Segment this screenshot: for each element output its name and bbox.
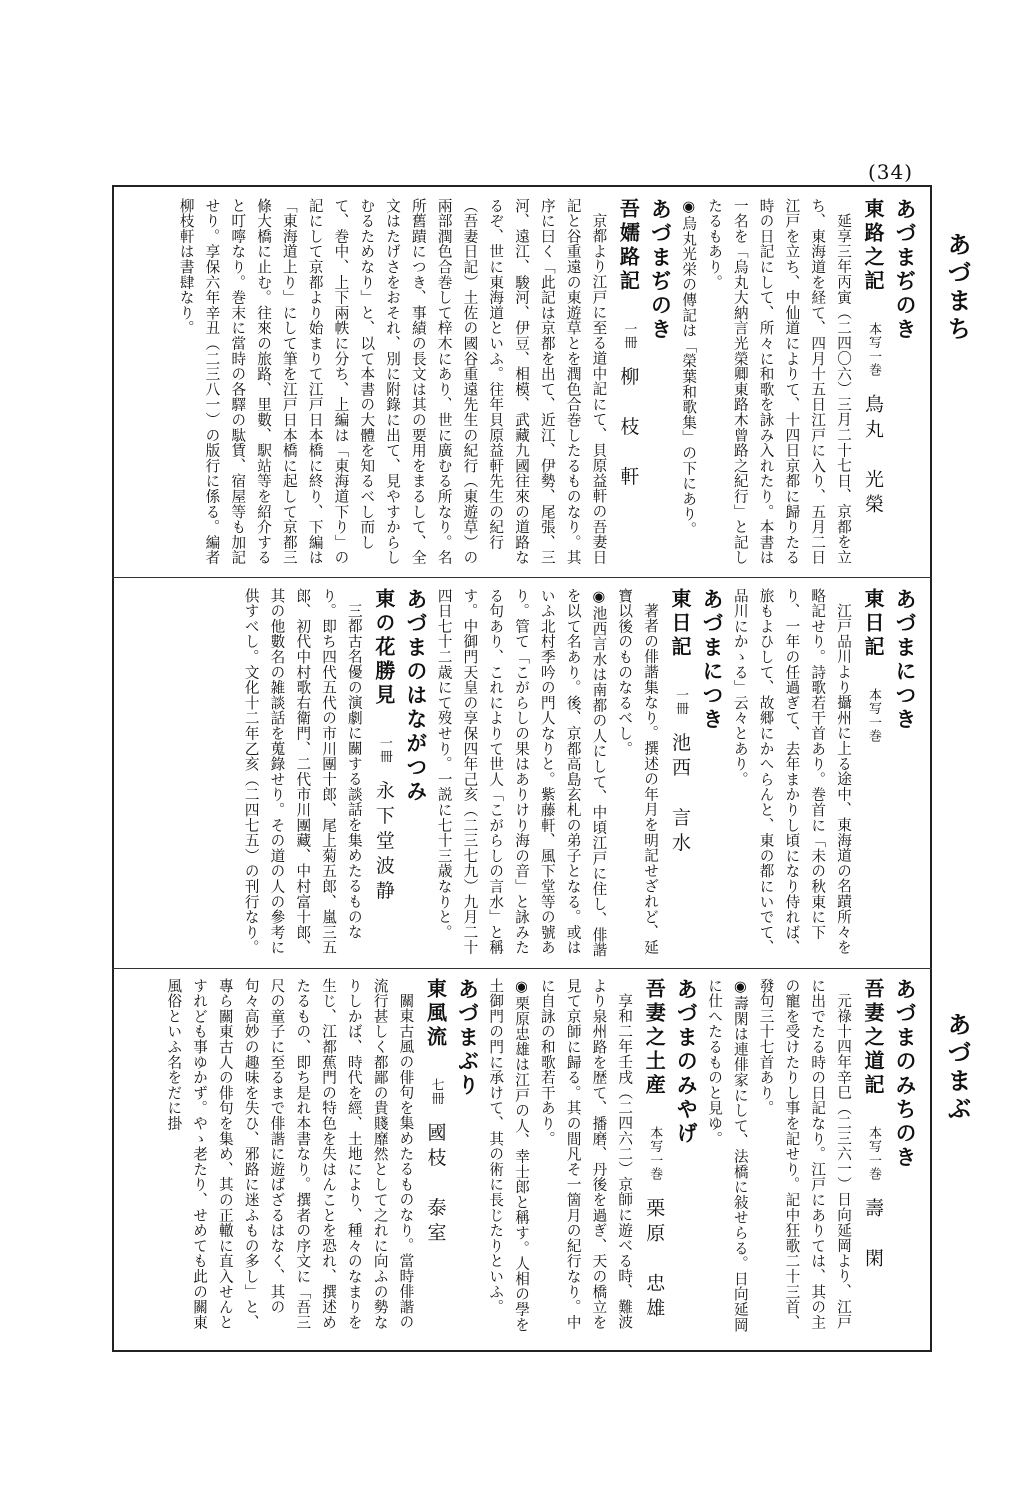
- entry-body: 江戸品川より攝州に上る途中、東海道の名蹟所々を略記せり。詩歌若干首あり。巻首に「未の秋東に下り、一年の任過ぎて、去年まかりし頃になり侍れば、旅もよひして、故郷にかへらんと、東の都にいでて、品川にかゝる」云々とあり。: [731, 588, 852, 956]
- entry-note: ◉池西言水は南都の人にして、中頃江戸に住し、俳諧を以て名あり。後、京都高島玄札の弟子となる。或はいふ北村季吟の門人なりと。紫藤軒、風下堂等の號あり。管て「こがらしの果はありけり海の音」と詠みたる句あり、これによりて世人「こがらしの言水」と稱す。中御門天皇の享保四年己亥（二三七九）九月二十四日七十二歳にて歿せり。一説に七十三歳なりと。: [435, 588, 608, 958]
- book-title: 東風流: [423, 978, 448, 1050]
- book-title: 東日記: [668, 588, 693, 660]
- section-title: あづまぢのき: [893, 198, 918, 342]
- author-name: 池西 言水: [669, 732, 692, 858]
- entry-body: 關東古風の俳句を集めたるものなり。當時俳諧の流行甚しく都鄙の貴賤靡然として之れに向ふの勢なりしかば、時代を經、土地により、種々のなまりを生じ、江都蕉門の特色を失はんことを恐れ、撰述めたるもの、即ち是れ本書なり。撰者の序文に「吾三尺の童子に至るまで俳諧に遊ばざるはなく、其の句々高妙の趣味を失ひ、邪路に迷ふもの多し」と、專ら關東古人の俳句を集め、其の正轍に直入せんとすれども事ゆかず。やゝ老たり、せめても此の關東風俗といふ名をだに掛: [165, 978, 415, 1330]
- author-name: 鳥丸 光榮: [862, 393, 884, 519]
- section-title: あづまにつき: [700, 588, 726, 732]
- volume-label: 一冊: [673, 688, 689, 716]
- band-middle: [124, 588, 920, 960]
- book-title: 東日記: [861, 588, 885, 660]
- section-title: あづまぶり: [455, 978, 481, 1098]
- volume-label: 一冊: [621, 322, 637, 350]
- section-title: あづまのみやげ: [674, 978, 700, 1146]
- entry-body: 元祿十四年辛巳（二三六一）日向延岡より、江戸に出でたる時の日記なり。江戸にありては、其の主の寵を受けたりし事を記せり。記中狂歌二十三首、發句三十七首あり。: [757, 978, 852, 1330]
- page-number: (34): [868, 160, 914, 184]
- book-title: 東の花勝見: [371, 588, 396, 708]
- book-title: 吾嬬路記: [616, 198, 641, 294]
- band-divider-1: [112, 577, 932, 578]
- book-title: 吾妻之土産: [642, 978, 667, 1098]
- section-title: あづまにつき: [893, 588, 918, 732]
- author-name: 柳 枝 軒: [617, 366, 640, 492]
- section-title: あづまぢのき: [648, 198, 674, 342]
- entry-body: 延享三年丙寅（二四〇六）三月二十七日、京都を立ち、東海道を経て、四月十五日江戸に入り、五月二日江戸を立ち、中仙道によりて、十四日京都に歸りたる時の日記にして、所々に和歌を詠み入れたり。本書は一名を「烏丸大納言光榮卿東路木曾路之紀行」と記したるもあり。: [706, 198, 852, 566]
- book-line: [856, 198, 890, 570]
- volume-label: 本写一巻: [866, 688, 881, 744]
- volume-label: 七冊: [428, 1078, 444, 1106]
- entry-note: ◉烏丸光栄の傳記は「榮葉和歌集」の下にあり。: [680, 198, 698, 537]
- volume-label: 一冊: [376, 736, 392, 764]
- book-title: 吾妻之道記: [861, 978, 885, 1098]
- band-bottom: [124, 978, 920, 1342]
- volume-label: 本写一巻: [866, 1126, 881, 1182]
- author-name: 國枝 泰室: [424, 1122, 447, 1248]
- book-line: [856, 588, 890, 960]
- entry-body: 著者の俳諧集なり。撰述の年月を明記せざれど、延寶以後のものなるべし。: [616, 588, 660, 955]
- entry-body: 三都古名優の演劇に關する談話を集めたるものなり。即ち四代五代の市川團十郎、尾上菊五郎、嵐三五郎、初代中村歌右衛門、二代市川團藏、中村富十郎、其の他數名の雑談話を蒐錄せり。その道の人の參考に供すべし。文化十二年乙亥（二四七五）の刊行なり。: [242, 588, 363, 956]
- book-line: [418, 978, 452, 1342]
- side-heading-right: あづまち: [943, 232, 972, 344]
- author-name: 壽 閑: [862, 1197, 884, 1273]
- book-line: [637, 978, 671, 1342]
- band-divider-2: [112, 968, 932, 969]
- section-title: あづまのみちのき: [893, 978, 918, 1170]
- book-line: [611, 198, 645, 570]
- entry-body: 享和二年壬戌（二四六二）京師に遊べる時、難波より泉州路を歴て、播磨、丹後を過ぎ、天の橋立を見て京師に歸る。其の間凡そ一箇月の紀行なり。中に自詠の和歌若干あり。: [538, 978, 634, 1330]
- band-top: [124, 198, 920, 570]
- entry-note: ◉壽閑は連俳家にして、法橋に敍せらる。日向延岡に仕へたるものと見ゆ。: [706, 978, 749, 1333]
- entry-body: 京都より江戸に至る道中記にて、貝原益軒の吾妻日記と谷重遠の東遊草とを潤色合巻したるものなり。其序に曰く「此記は京都を出て、近江、伊勢、尾張、三河、遠江、駿河、伊豆、相模、武藏九國往來の道路なるぞ、世に東海道といふ。往年貝原益軒先生の紀行（吾妻日記）土佐の國谷重遠先生の紀行（東遊草）の兩部潤色合巻して梓木にあり、世に廣むる所なり。名所舊蹟につき、事績の長文は其の要用をまるして、全文はたげさをおそれ、別に附錄に出て、見やすからしむるためなり」と、以て本書の大體を知るべし而して、巻中、上下兩帙に分ち、上編は「東海道下り」の記にして京都より始まりて江戸日本橋に終り、下編は「東海道上り」にして筆を江戸日本橋に起して京都三條大橋に止む。往來の旅路、里數、駅站等を紹介すると叮嚀なり。巻末に當時の各驛の駄賃、宿屋等も加記せり。享保六年辛丑（二三八一）の版行に係る。編者柳枝軒は書肆なり。: [177, 198, 608, 566]
- author-name: 栗原 忠雄: [643, 1197, 666, 1323]
- book-title: 東路之記: [861, 198, 885, 294]
- volume-label: 本写一巻: [647, 1126, 663, 1182]
- section-title: あづまのはながつみ: [403, 588, 429, 804]
- volume-label: 本写一巻: [866, 322, 881, 378]
- side-heading-left: あづまぶ: [943, 1012, 972, 1124]
- book-line: [663, 588, 697, 960]
- book-line: [856, 978, 890, 1342]
- entry-note: ◉栗原忠雄は江戸の人、幸士郎と稱す。人相の學を土御門の門に承けて、其の術に長じたりといふ。: [487, 978, 531, 1333]
- book-line: [367, 588, 401, 960]
- author-name: 永下堂波静: [372, 780, 395, 906]
